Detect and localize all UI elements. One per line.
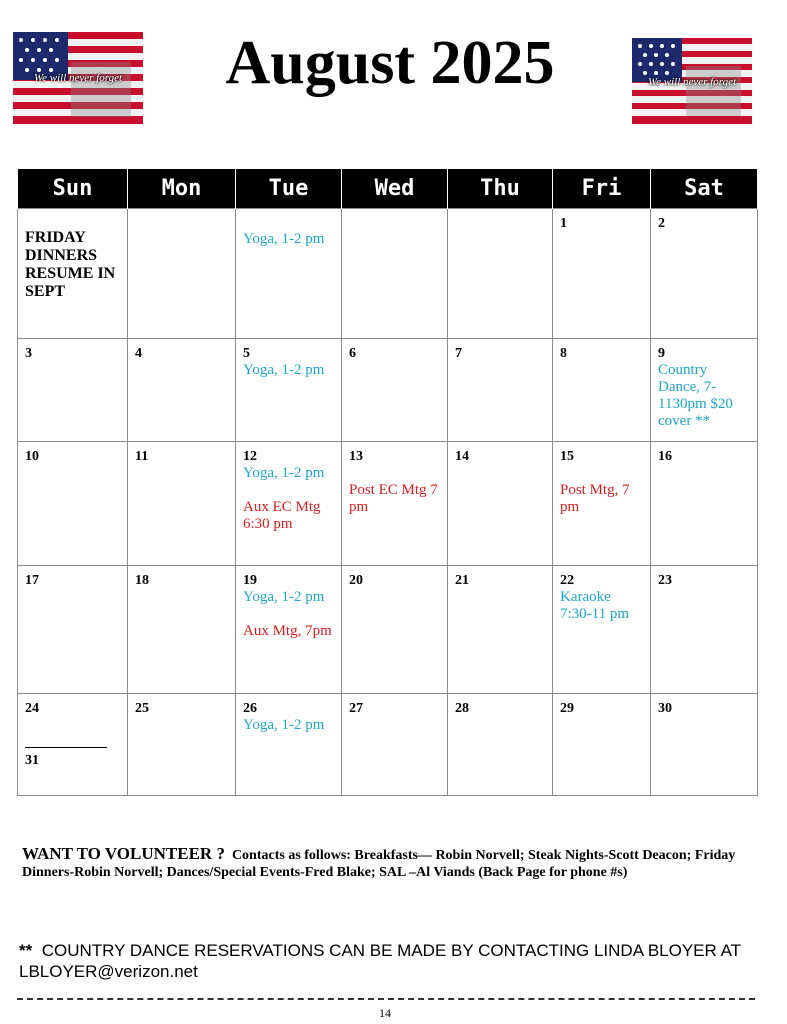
weekday-thu: Thu	[448, 169, 553, 209]
day-number: 9	[658, 346, 665, 361]
day-number: 25	[135, 701, 149, 716]
day-cell	[448, 566, 553, 694]
event-entry: Yoga, 1-2 pm	[243, 465, 325, 481]
day-cell	[553, 209, 651, 339]
day-cell	[342, 566, 448, 694]
day-number: 27	[349, 701, 363, 716]
footer-divider	[17, 998, 755, 1000]
day-cell	[651, 209, 758, 339]
event-entry: Karaoke 7:30-11 pm	[560, 589, 630, 622]
volunteer-text: Contacts as follows: Breakfasts— Robin Norvell; Steak Nights-Scott Deacon; Friday Dinners-Robin Norvell; Dances/Special Events-Fred Blake; SAL –Al Viands (Back Page for phone #s)	[22, 848, 736, 880]
volunteer-contacts	[22, 845, 762, 881]
dance-reservation-note	[19, 940, 759, 982]
day-cell	[128, 339, 236, 442]
day-cell	[128, 566, 236, 694]
day-cell	[236, 694, 342, 796]
day-cell	[448, 209, 553, 339]
day-cell	[651, 339, 758, 442]
day-cell	[18, 339, 128, 442]
day-cell	[236, 339, 342, 442]
day-cell	[236, 442, 342, 566]
day-number: 28	[455, 701, 469, 716]
event-entry: Yoga, 1-2 pm	[243, 231, 325, 247]
day-cell	[448, 442, 553, 566]
day-cell	[651, 694, 758, 796]
day-number: 17	[25, 573, 39, 588]
day-cell	[553, 339, 651, 442]
day-number: 2	[658, 216, 665, 231]
day-cell	[18, 694, 128, 796]
day-cell	[553, 442, 651, 566]
day-number: 7	[455, 346, 462, 361]
event-entry: Post Mtg, 7 pm	[560, 482, 630, 515]
split-day-divider	[25, 717, 107, 748]
day-cell	[342, 694, 448, 796]
week-row	[18, 442, 758, 566]
event-entry: Yoga, 1-2 pm	[243, 362, 325, 378]
page-number: 14	[379, 1006, 391, 1020]
cell-note: FRIDAY DINNERS RESUME IN SEPT	[25, 229, 116, 300]
note-marker: **	[19, 941, 33, 960]
day-number: 4	[135, 346, 142, 361]
day-cell	[342, 339, 448, 442]
event-entry: Yoga, 1-2 pm	[243, 589, 325, 605]
day-number: 18	[135, 573, 149, 588]
event-entry: Post EC Mtg 7 pm	[349, 482, 438, 515]
day-cell	[128, 442, 236, 566]
flag-image-right	[632, 38, 752, 124]
weekday-header-row	[18, 169, 758, 209]
flag-image-left	[13, 32, 143, 124]
volunteer-heading: WANT TO VOLUNTEER ?	[22, 844, 225, 863]
flag-motto: We will never forget	[33, 72, 123, 85]
day-number: 26	[243, 701, 257, 716]
day-number: 10	[25, 449, 39, 464]
day-cell	[342, 442, 448, 566]
day-number: 11	[135, 449, 149, 464]
day-number: 22	[560, 573, 574, 588]
day-number: 3	[25, 346, 32, 361]
event-spacer	[560, 465, 643, 482]
day-number: 20	[349, 573, 363, 588]
weekday-sun: Sun	[18, 169, 128, 209]
week-row	[18, 566, 758, 694]
event-entry: Country Dance, 7-1130pm $20 cover **	[658, 362, 733, 429]
weekday-mon: Mon	[128, 169, 236, 209]
day-number: 24	[25, 701, 39, 716]
day-cell	[651, 442, 758, 566]
event-spacer	[349, 465, 440, 482]
day-number: 14	[455, 449, 469, 464]
event-spacer	[243, 606, 334, 623]
day-number: 5	[243, 346, 250, 361]
page-title: August 2025	[225, 29, 555, 97]
day-number: 15	[560, 449, 574, 464]
event-spacer	[243, 482, 334, 499]
day-number: 19	[243, 573, 257, 588]
day-number: 13	[349, 449, 363, 464]
day-number: 8	[560, 346, 567, 361]
day-number: 30	[658, 701, 672, 716]
week-row	[18, 339, 758, 442]
day-number: 31	[25, 753, 39, 768]
day-cell	[236, 209, 342, 339]
day-cell	[18, 209, 128, 339]
day-number: 21	[455, 573, 469, 588]
weekday-sat: Sat	[651, 169, 758, 209]
event-entry: Aux Mtg, 7pm	[243, 623, 332, 639]
calendar-grid	[17, 169, 758, 796]
day-cell	[553, 566, 651, 694]
day-cell	[448, 339, 553, 442]
day-cell	[18, 442, 128, 566]
event-entry: Aux EC Mtg 6:30 pm	[243, 499, 321, 532]
day-number: 29	[560, 701, 574, 716]
day-cell	[651, 566, 758, 694]
day-cell	[553, 694, 651, 796]
day-cell	[128, 209, 236, 339]
weekday-fri: Fri	[553, 169, 651, 209]
dance-note-text: COUNTRY DANCE RESERVATIONS CAN BE MADE BY CONTACTING LINDA BLOYER AT LBLOYER@verizon.net	[19, 941, 741, 981]
day-number: 16	[658, 449, 672, 464]
day-number: 12	[243, 449, 257, 464]
day-cell	[236, 566, 342, 694]
week-row	[18, 209, 758, 339]
week-row	[18, 694, 758, 796]
event-entry: Yoga, 1-2 pm	[243, 717, 325, 733]
day-number: 1	[560, 216, 567, 231]
flag-motto: We will never forget	[647, 75, 737, 88]
day-cell	[342, 209, 448, 339]
day-cell	[128, 694, 236, 796]
day-cell	[448, 694, 553, 796]
weekday-wed: Wed	[342, 169, 448, 209]
day-number: 6	[349, 346, 356, 361]
weekday-tue: Tue	[236, 169, 342, 209]
day-number: 23	[658, 573, 672, 588]
day-cell	[18, 566, 128, 694]
